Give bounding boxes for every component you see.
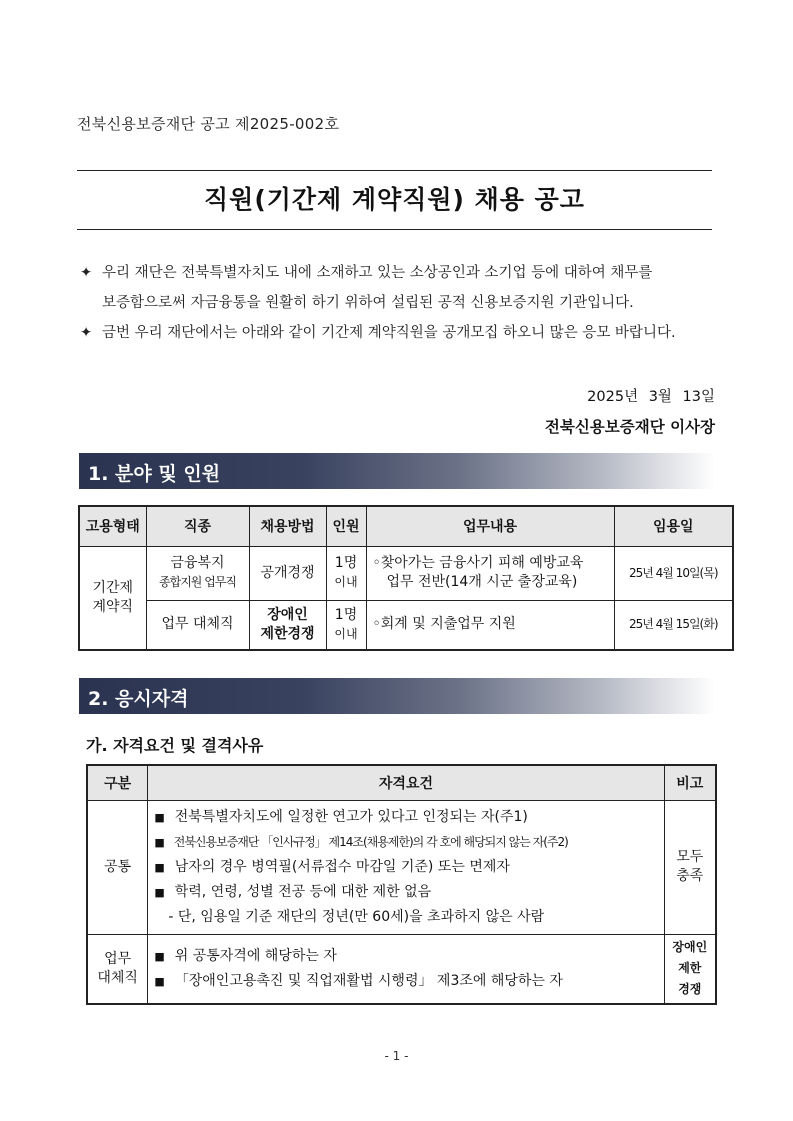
work-line: 업무 전반(14개 시군 출장교육) <box>386 574 578 590</box>
intro-text-1: 우리 재단은 전북특별자치도 내에 소재하고 있는 소상공인과 소기업 등에 대하여 채무를 <box>102 265 653 281</box>
list-item <box>154 969 657 994</box>
list-item <box>154 944 657 969</box>
employment-type-cell <box>79 546 146 650</box>
requirement-text: 「장애인고용촉진 및 직업재활법 시행령」 제3조에 해당하는 자 <box>174 972 563 989</box>
method-cell: 공개경쟁 <box>249 546 326 600</box>
requirement-text: 남자의 경우 병역필(서류접수 마감일 기준) 또는 면제자 <box>174 858 510 875</box>
job-cell: 업무 대체직 <box>146 600 249 650</box>
employment-type-line: 계약직 <box>92 598 134 615</box>
requirement-text: 학력, 연령, 성별 전공 등에 대한 제한 없음 <box>174 883 432 900</box>
square-bullet-icon: ■ <box>154 835 164 849</box>
method-line: 장애인 <box>267 606 308 623</box>
table-row <box>87 934 716 1004</box>
page-title: 직원(기간제 계약직원) 채용 공고 <box>204 185 585 214</box>
col-header: 채용방법 <box>249 506 326 546</box>
list-item <box>154 880 657 905</box>
col-header: 비고 <box>664 765 716 800</box>
intro-bullet-2 <box>80 318 720 348</box>
count-cell <box>326 600 366 650</box>
qualification-table <box>86 764 717 1005</box>
job-cell <box>146 546 249 600</box>
category-cell <box>87 934 148 1004</box>
section-2-header <box>79 678 715 714</box>
method-line: 제한경쟁 <box>260 625 315 642</box>
intro-paragraphs <box>80 258 720 348</box>
col-header: 업무내용 <box>366 506 614 546</box>
intro-text-1-cont: 보증함으로써 자금융통을 원활히 하기 위하여 설립된 공적 신용보증지원 기관입니다. <box>102 295 634 311</box>
col-header: 임용일 <box>614 506 733 546</box>
section-2-title: 2. 응시자격 <box>88 688 189 710</box>
start-date-cell: 25년 4월 10일(목) <box>614 546 733 600</box>
notice-number: 전북신용보증재단 공고 제2025-002호 <box>77 115 340 133</box>
note-cell <box>664 934 716 1004</box>
work-line: ◦찾아가는 금융사기 피해 예방교육 <box>372 555 584 571</box>
intro-bullet-1 <box>80 258 720 288</box>
list-item <box>154 830 657 855</box>
list-item <box>154 805 657 830</box>
section-1-title: 1. 분야 및 인원 <box>88 463 221 485</box>
note-line: 경쟁 <box>678 982 702 997</box>
page-number: - 1 - <box>384 1049 409 1063</box>
job-line: 종합지원 업무직 <box>159 575 236 589</box>
col-header: 직종 <box>146 506 249 546</box>
requirement-text: 전북신용보증재단 「인사규정」 제14조(채용제한)의 각 호에 해당되지 않는 자(주2) <box>173 834 568 849</box>
list-item <box>154 855 657 880</box>
requirements-cell <box>148 800 664 934</box>
count-line: 이내 <box>334 626 358 641</box>
method-cell <box>249 600 326 650</box>
note-line: 모두 <box>676 849 704 865</box>
count-cell <box>326 546 366 600</box>
announcement-date: 2025년 3월 13일 <box>587 389 715 405</box>
table-header-row <box>79 506 733 546</box>
job-line: 금융복지 <box>170 555 225 571</box>
count-line: 1명 <box>334 555 358 571</box>
square-bullet-icon: ■ <box>154 860 165 874</box>
requirement-text: 전북특별자치도에 일정한 연고가 있다고 인정되는 자(주1) <box>174 808 528 825</box>
table-row <box>79 600 733 650</box>
note-line: 제한 <box>678 961 702 976</box>
recruitment-table <box>78 505 734 651</box>
square-bullet-icon: ■ <box>154 974 165 988</box>
section-1-header <box>79 453 715 489</box>
col-header: 고용형태 <box>79 506 146 546</box>
table-row <box>87 800 716 934</box>
col-header: 인원 <box>326 506 366 546</box>
start-date-cell: 25년 4월 15일(화) <box>614 600 733 650</box>
note-line: 충족 <box>676 868 704 884</box>
section-2-subheading: 가. 자격요건 및 결격사유 <box>86 736 264 755</box>
category-line: 대체직 <box>97 969 138 986</box>
intro-text-2: 금번 우리 재단에서는 아래와 같이 기간제 계약직원을 공개모집 하오니 많은 응모 바랍니다. <box>102 325 676 341</box>
square-bullet-icon: ■ <box>154 949 165 963</box>
title-bottom-rule <box>77 229 712 230</box>
list-sub-item: - 단, 임용일 기준 재단의 정년(만 60세)을 초과하지 않은 사람 <box>168 908 545 925</box>
work-cell: ◦회계 및 지출업무 지원 <box>366 600 614 650</box>
col-header: 구분 <box>87 765 148 800</box>
bullet-star-icon: ✦ <box>80 325 93 341</box>
square-bullet-icon: ■ <box>154 885 165 899</box>
count-line: 1명 <box>334 606 358 623</box>
col-header: 자격요건 <box>148 765 664 800</box>
requirements-cell <box>148 934 664 1004</box>
square-bullet-icon: ■ <box>154 810 165 824</box>
employment-type-line: 기간제 <box>92 579 134 596</box>
table-row <box>79 546 733 600</box>
note-line: 장애인 <box>672 940 708 955</box>
note-cell <box>664 800 716 934</box>
category-cell: 공통 <box>87 800 148 934</box>
work-cell <box>366 546 614 600</box>
table-header-row <box>87 765 716 800</box>
requirement-text: 위 공통자격에 해당하는 자 <box>174 947 337 964</box>
title-top-rule <box>77 170 712 171</box>
category-line: 업무 <box>104 950 132 967</box>
count-line: 이내 <box>334 575 358 589</box>
bullet-star-icon: ✦ <box>80 265 93 281</box>
issuer: 전북신용보증재단 이사장 <box>544 418 715 436</box>
